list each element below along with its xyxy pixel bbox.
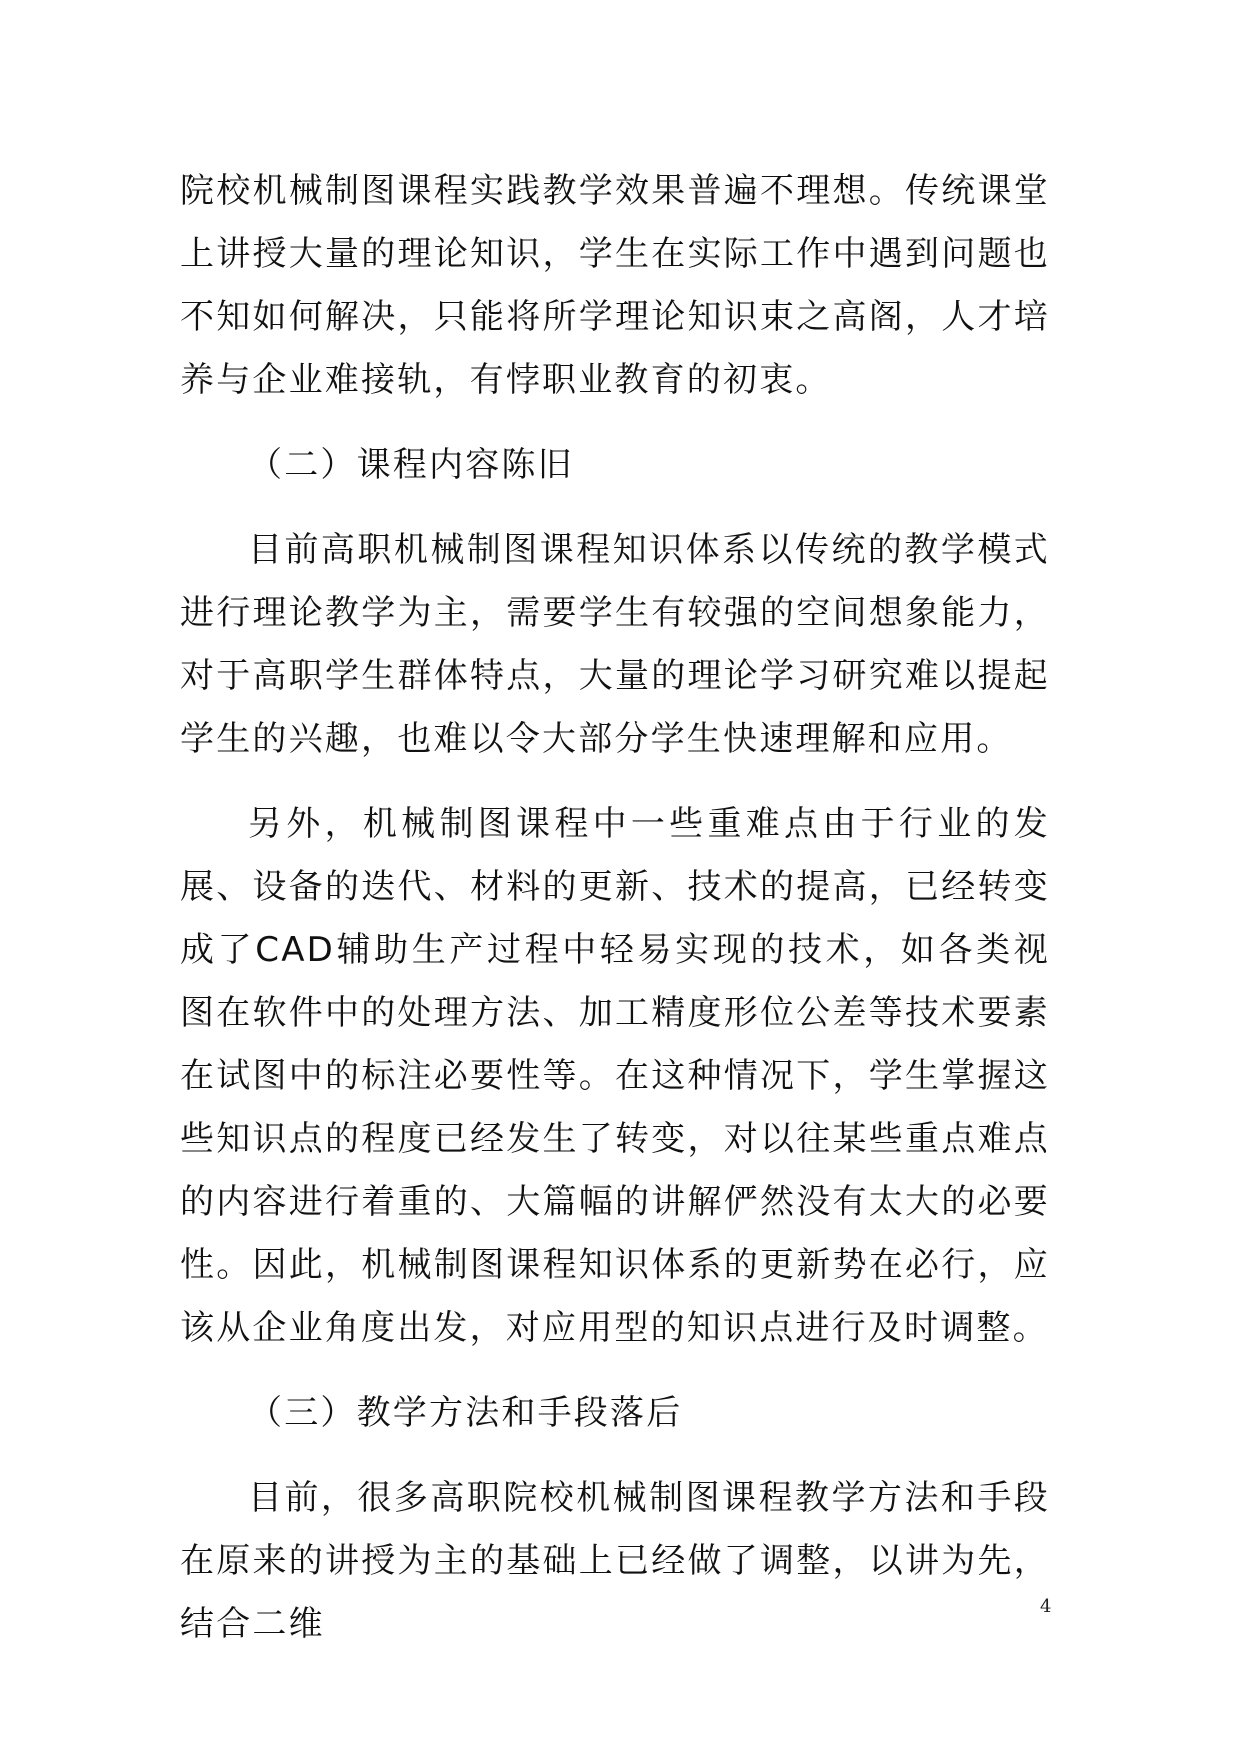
paragraph: 目前高职机械制图课程知识体系以传统的教学模式进行理论教学为主，需要学生有较强的空间想象能力，对于高职学生群体特点，大量的理论学习研究难以提起学生的兴趣，也难以令大部分学生快速理解和应用。: [180, 530, 1050, 759]
section-heading-2: （二）课程内容陈旧: [248, 445, 574, 485]
paragraph: 目前，很多高职院校机械制图课程教学方法和手段在原来的讲授为主的基础上已经做了调整，以讲为先，结合二维: [180, 1478, 1050, 1644]
section-heading-3: （三）教学方法和手段落后: [248, 1393, 683, 1433]
body-text: [180, 160, 1050, 1678]
paragraph: 另外，机械制图课程中一些重难点由于行业的发展、设备的迭代、材料的更新、技术的提高，已经转变成了CAD辅助生产过程中轻易实现的技术，如各类视图在软件中的处理方法、加工精度形位公差等技术要素在试图中的标注必要性等。在这种情况下，学生掌握这些知识点的程度已经发生了转变，对以往某些重点难点的内容进行着重的、大篇幅的讲解俨然没有太大的必要性。因此，机械制图课程知识体系的更新势在必行，应该从企业角度出发，对应用型的知识点进行及时调整。: [180, 804, 1050, 1348]
paragraph-continued: 院校机械制图课程实践教学效果普遍不理想。传统课堂上讲授大量的理论知识，学生在实际工作中遇到问题也不知如何解决，只能将所学理论知识束之高阁，人才培养与企业难接轨，有悖职业教育的初衷。: [180, 171, 1050, 400]
page-number: 4: [1040, 1596, 1052, 1617]
